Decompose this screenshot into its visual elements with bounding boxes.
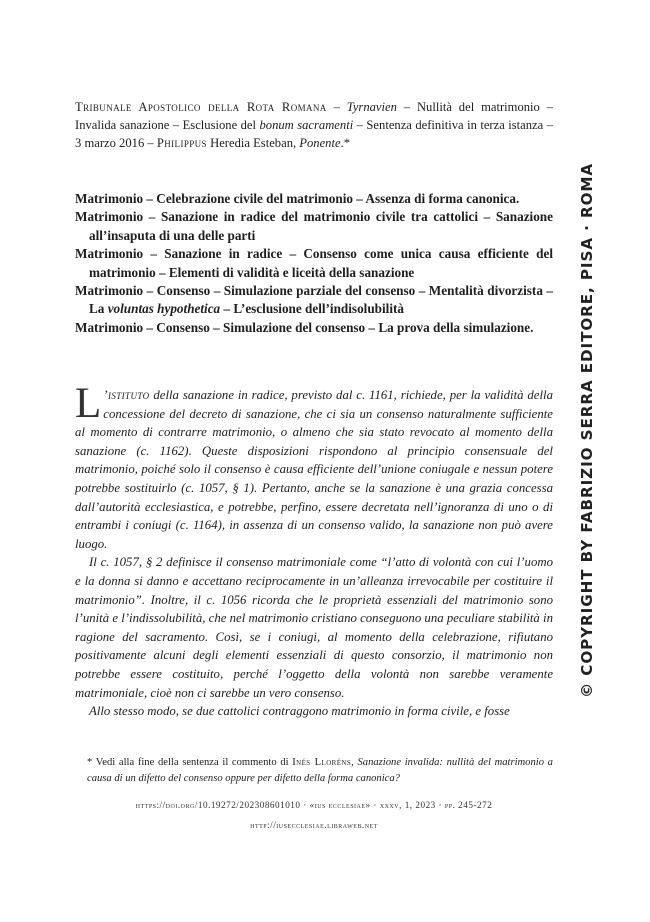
keywords-block <box>75 190 553 337</box>
keyword-entry: Matrimonio – Consenso – Simulazione del consenso – La prova della simulazione. <box>75 319 534 335</box>
keyword-entry: Matrimonio – Sanazione in radice – Consenso come unica causa efficiente del matrimonio – Elementi di validità e liceità della sanazione <box>75 246 553 280</box>
footnote-author: Inés Lloréns <box>292 757 352 768</box>
ponente-name: Philippus <box>156 136 207 150</box>
court-name: Tribunale Apostolico della Rota Romana <box>75 100 327 114</box>
lead-word: ’istituto <box>103 388 150 402</box>
case-name: Tyrnavien <box>346 100 397 114</box>
footnote-marker: .* <box>340 136 351 150</box>
paragraph: Allo stesso modo, se due cattolici contraggono matrimonio in forma civile, e fosse <box>89 704 510 719</box>
sentence-header: Tribunale Apostolico della Rota Romana – Tyrnavien – Nullità del matrimonio – Invalida sanazione – Esclusione del bonum sacramenti – Sentenza definitiva in terza istanza – 3 marzo 2016 – Philippus Heredia Esteban, Ponente.* <box>75 100 554 150</box>
body-text <box>75 380 553 721</box>
keyword-entry: Matrimonio – Sanazione in radice del matrimonio civile tra cattolici – Sanazione all’insaputa di una delle parti <box>75 209 553 243</box>
copyright-notice: © COPYRIGHT BY FABRIZIO SERRA EDITORE, PISA · ROMA <box>578 162 596 698</box>
keyword-entry: Matrimonio – Consenso – Simulazione parziale del consenso – Mentalità divorzista – La voluntas hypothetica – L’esclusione dell’indisolubilità <box>75 283 553 317</box>
bonum-sacramenti: bonum sacramenti <box>259 118 354 132</box>
doi-line: https://doi.org/10.19272/202308601010 · «ius ecclesiae» · xxxv, 1, 2023 · pp. 245-272 <box>135 800 493 810</box>
ponente-label: Ponente <box>299 136 341 150</box>
paragraph: Il c. 1057, § 2 definisce il consenso matrimoniale come “l’atto di volontà con cui l’uomo e la donna si danno e accettano reciprocamente in un’alleanza irrevocabile per costituire il matrimonio”. Inoltre, il c. 1056 ricorda che le proprietà essenziali del matrimonio sono l’unità e l’indissolubilità, che nel matrimonio cristiano conseguono una peculiare stabilità in ragione del sacramento. Così, se i coniugi, al momento della celebrazione, rifiutano positivamente alcuni degli elementi essenziali di questo consorzio, il matrimonio non potrebbe essere costituito, perché l’oggetto della volontà non sarebbe veramente matrimoniale, cioè non ci sarebbe un vero consenso. <box>75 555 553 700</box>
journal-url: http://iusecclesiae.libraweb.net <box>250 820 378 830</box>
keyword-entry: Matrimonio – Celebrazione civile del matrimonio – Assenza di forma canonica. <box>75 191 520 206</box>
footnote: * Vedi alla fine della sentenza il commento di Inés Lloréns, Sanazione invalida: nullità del matrimonio a causa di un difetto del consenso oppure per difetto della forma canonica? <box>87 757 553 784</box>
paragraph: L ’istituto della sanazione in radice, previsto dal c. 1161, richiede, per la validità della concessione del decreto di sanazione, che ci sia un consenso naturalmente sufficiente al momento di contrarre matrimonio, o almeno che sia stato revocato al momento della sanazione (c. 1162). Queste disposizioni rispondono al principio consensuale del matrimonio, poiché solo il consenso è causa efficiente dell’unione coniugale e nessun potere potrebbe sostituirlo (c. 1057, § 1). Pertanto, anche se la sanazione è una grazia concessa dall’autorità ecclesiastica, e potrebbe, perfino, essere decretata nell’ignoranza di uno o di entrambi i coniugi (c. 1164), in assenza di un consenso valido, la sanazione non può avere luogo. <box>75 380 553 551</box>
footnote-title: Sanazione invalida: nullità del matrimonio a causa di un difetto del consenso oppure per difetto della forma canonica? <box>87 757 553 784</box>
drop-cap: L <box>75 380 102 427</box>
